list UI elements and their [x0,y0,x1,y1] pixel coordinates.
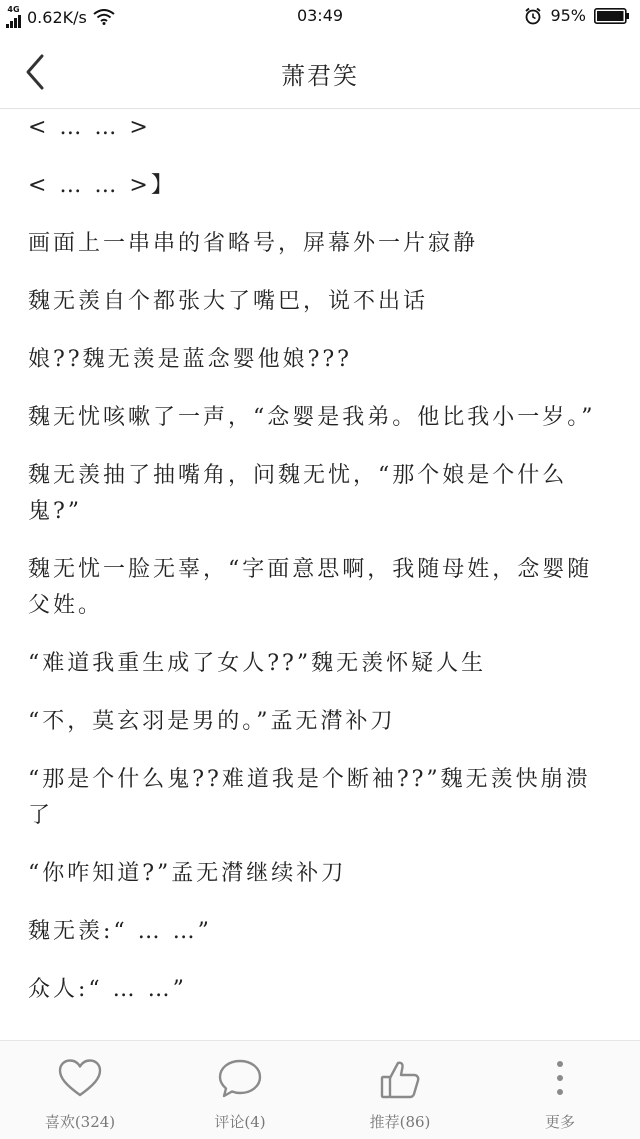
status-time: 03:49 [296,6,344,25]
bottom-action-bar [0,1040,640,1139]
paragraph: 众人:“ … …” [28,977,187,1002]
battery-icon [594,8,630,24]
alarm-icon [524,7,542,25]
more-button[interactable] [480,1041,640,1139]
heart-icon [56,1055,104,1103]
paragraph: 魏无羡自个都张大了嘴巴，说不出话 [28,289,429,314]
page-title: 萧君笑 [281,62,359,90]
article-content[interactable] [28,108,608,1038]
recommend-label: 推荐(86) [369,1113,431,1131]
recommend-button[interactable] [320,1041,480,1139]
paragraph: “不，莫玄羽是男的。”孟无潸补刀 [28,709,396,734]
paragraph: “那是个什么鬼??难道我是个断袖??”魏无羡快崩溃了 [28,767,591,828]
comment-label: 评论(4) [214,1113,266,1131]
network-type: 4G [7,5,20,14]
network-speed: 0.62K/s [27,7,87,27]
more-label: 更多 [544,1113,575,1131]
comment-bubble-icon [216,1055,264,1103]
paragraph: “难道我重生成了女人??”魏无羡怀疑人生 [28,651,487,676]
like-button[interactable] [0,1041,160,1139]
paragraph: 娘??魏无羡是蓝念婴他娘??? [28,347,352,372]
paragraph: 画面上一串串的省略号，屏幕外一片寂静 [28,231,479,256]
paragraph: 魏无忧咳嗽了一声，“念婴是我弟。他比我小一岁。” [28,405,596,430]
paragraph: 魏无羡抽了抽嘴角，问魏无忧，“那个娘是个什么鬼?” [28,463,568,524]
status-bar [0,0,640,34]
thumbs-up-icon [376,1055,424,1103]
paragraph: < … … >】 [28,173,176,198]
like-label: 喜欢(324) [44,1113,116,1131]
comment-button[interactable] [160,1041,320,1139]
battery-percent: 95% [550,6,586,25]
paragraph: < … … > [28,115,151,140]
paragraph: 魏无忧一脸无辜，“字面意思啊，我随母姓，念婴随父姓。 [28,557,593,618]
header [0,34,640,109]
status-right [524,6,630,25]
paragraph: 魏无羡:“ … …” [28,919,212,944]
more-dots-icon [536,1055,584,1103]
paragraph: “你咋知道?”孟无潸继续补刀 [28,861,347,886]
